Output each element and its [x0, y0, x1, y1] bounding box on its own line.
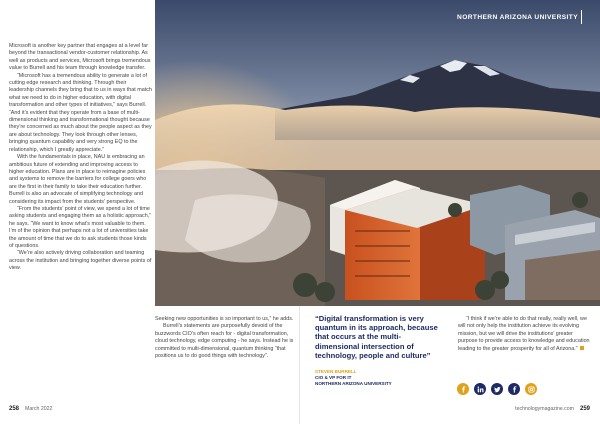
instagram-icon[interactable] [525, 383, 537, 395]
paragraph: Seeking new opportunities is so important to us,” he adds. [155, 316, 294, 322]
paragraph: Burrell’s statements are purposefully devoid of the buzzwords CIO’s often reach for - digital transformation, cloud technology, edge computing - he says. Instead he is committed to multi-dimensional, quantum thinking “that positions us to do good things with technology”. [155, 323, 294, 360]
paragraph [458, 316, 591, 353]
article-column-middle [155, 316, 297, 360]
pull-quote [315, 314, 443, 387]
website-link[interactable]: technologymagazine.com [515, 406, 574, 412]
section-header-university: NORTHERN ARIZONA UNIVERSITY [457, 14, 578, 21]
footer-left [9, 406, 52, 412]
quote-role: CIO & VP FOR IT [315, 375, 352, 381]
paragraph: Microsoft is another key partner that engages at a level far beyond the transactional vendor-customer relationship. As well as products and services, Microsoft brings tremendous value to Burrell and his team through knowledge transfer. [9, 43, 151, 72]
article-column-left [9, 43, 152, 273]
quote-author: STEVEN BURRELL [315, 369, 357, 375]
page-number-left: 258 [9, 406, 20, 412]
campus-photo-art [155, 0, 600, 306]
page-number-right: 259 [579, 406, 590, 412]
paragraph: “We’re also actively driving collaboration and teaming across the institution and bringing together diverse points of view. [9, 250, 152, 272]
linkedin-icon[interactable] [474, 383, 486, 395]
quote-organization: NORTHERN ARIZONA UNIVERSITY [315, 381, 392, 387]
paragraph: “Microsoft has a tremendous ability to generate a lot of cutting edge research and thinking. Through their leadership channels they bring that to us in ways that match what we need to do in higher education, with digital transformation and other types of initiatives,” says Burrell. “And it’s evident that they operate from a base of multi-dimensional thinking and transformational thought because they’re concerned as much about the people aspect as they are about technology. They look through other lenses, bringing quantum capability and very strong EQ to the relationship, which I greatly appreciate.” [9, 72, 152, 153]
campus-photo [155, 0, 600, 306]
pull-quote-text: “Digital transformation is very quantum in its approach, because that occurs at the multi-dimensional intersection of technology, people and culture” [315, 314, 438, 360]
header-accent-bar [581, 10, 583, 24]
issue-date: March 2022 [25, 406, 53, 412]
facebook-icon[interactable] [508, 383, 520, 395]
facebook-icon[interactable] [457, 383, 469, 395]
paragraph-text: “I think if we’re able to do that really, really well, we will not only help the institution achieve its evolving mission, but we will drive the institutions’ greater purpose to provide access to knowledge and education leading to the greater prosperity for all of Arizona.” [458, 316, 590, 352]
article-column-right [458, 316, 591, 353]
twitter-icon[interactable] [491, 383, 503, 395]
paragraph: “From the students’ point of view, we spend a lot of time asking students and engaging them as a holistic approach,” he says. “We want to know what’s most valuable to them. I’m of the opinion that perhaps not a lot of universities take the amount of time that we do to ask students those kinds of questions. [9, 205, 152, 249]
social-links [457, 383, 537, 395]
end-of-article-mark [580, 346, 584, 350]
paragraph: With the fundamentals in place, NAU is embracing an ambitious future of extending and improving access to higher education. Plans are in place to reimagine policies and systems to remove the barriers for college goers who are the first in their family to take their education further. Burrell is also an advocate of simplifying technology and considering its impact from the students’ perspective. [9, 154, 147, 205]
footer-right [515, 406, 590, 412]
